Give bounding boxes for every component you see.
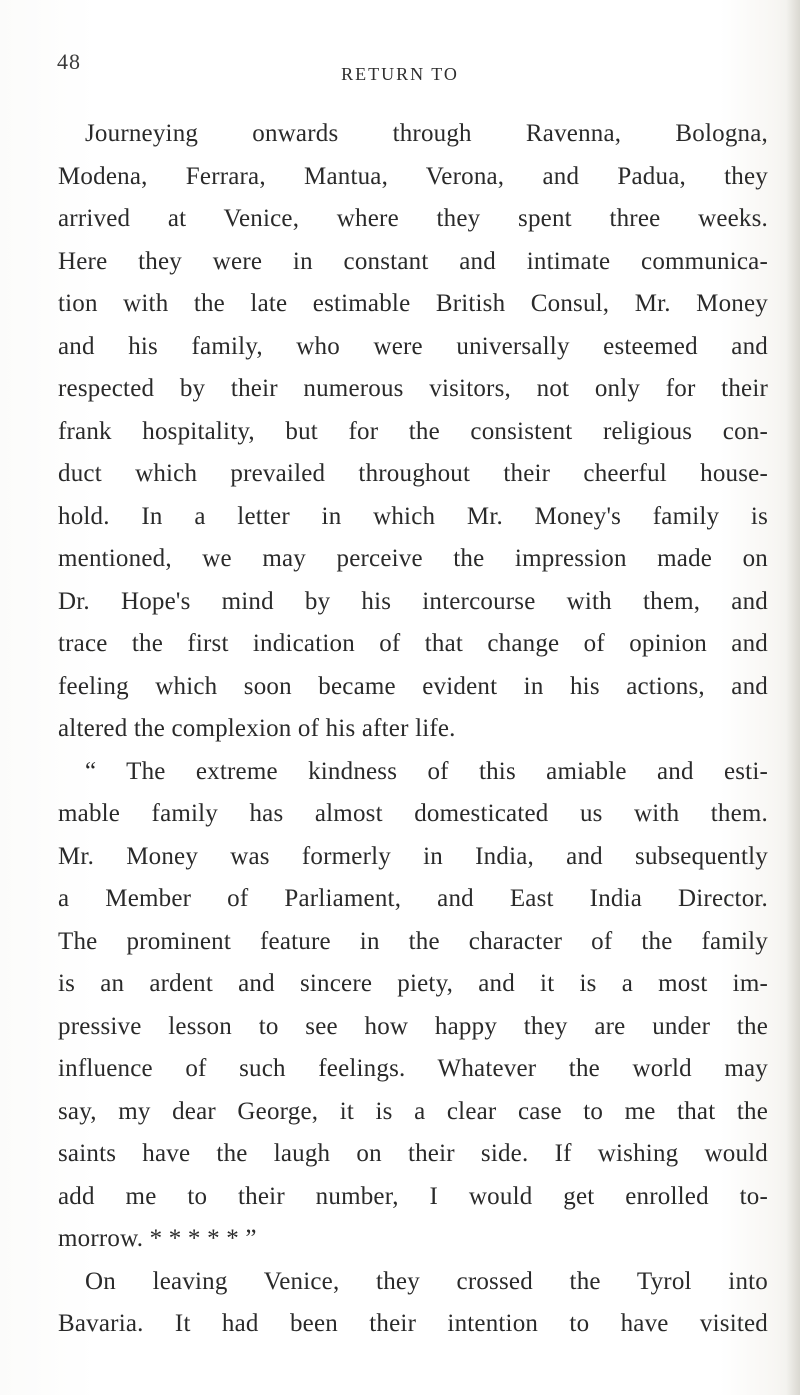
text-line: and his family, who were universally esteemed and: [58, 332, 768, 360]
page-edge-shadow: [786, 0, 800, 1395]
text-line: is an ardent and sincere piety, and it is a most im-: [58, 970, 768, 997]
text-line: hold. In a letter in which Mr. Money's family is: [58, 502, 768, 530]
text-line: respected by their numerous visitors, not only for their: [58, 375, 768, 402]
running-head: RETURN TO: [341, 64, 459, 84]
text-line: a Member of Parliament, and East India Director.: [58, 885, 768, 912]
text-line: Dr. Hope's mind by his intercourse with them, and: [58, 587, 768, 615]
text-line: morrow. * * * * * ”: [58, 1225, 257, 1252]
text-line: tion with the late estimable British Consul, Mr. Money: [58, 290, 768, 317]
text-line: mable family has almost domesticated us with them.: [58, 800, 768, 827]
text-line: mentioned, we may perceive the impression made on: [58, 545, 768, 572]
text-line: duct which prevailed throughout their cheerful house-: [58, 460, 768, 487]
text-line: Bavaria. It had been their intention to have visited: [58, 1310, 768, 1337]
text-line: frank hospitality, but for the consistent religious con-: [58, 417, 768, 445]
text-line: add me to their number, I would get enrolled to-: [58, 1182, 768, 1210]
text-line: altered the complexion of his after life.: [58, 715, 456, 742]
text-line: “ The extreme kindness of this amiable and esti-: [85, 757, 768, 785]
text-line: Modena, Ferrara, Mantua, Verona, and Padua, they: [58, 162, 768, 190]
body-text: [58, 113, 768, 1346]
text-line: influence of such feelings. Whatever the world may: [58, 1055, 768, 1082]
text-line: arrived at Venice, where they spent three weeks.: [58, 205, 768, 232]
text-line: trace the first indication of that change of opinion and: [58, 630, 768, 657]
text-line: saints have the laugh on their side. If wishing would: [58, 1140, 768, 1167]
text-line: On leaving Venice, they crossed the Tyrol into: [85, 1267, 768, 1295]
text-line: Mr. Money was formerly in India, and subsequently: [58, 842, 768, 870]
text-line: Journeying onwards through Ravenna, Bologna,: [85, 120, 768, 147]
text-line: feeling which soon became evident in his actions, and: [58, 672, 768, 700]
text-line: Here they were in constant and intimate communica-: [58, 247, 768, 275]
text-line: say, my dear George, it is a clear case to me that the: [58, 1097, 768, 1125]
page-number: 48: [57, 49, 81, 74]
text-line: pressive lesson to see how happy they are under the: [58, 1012, 768, 1040]
text-line: The prominent feature in the character of the family: [58, 927, 768, 955]
